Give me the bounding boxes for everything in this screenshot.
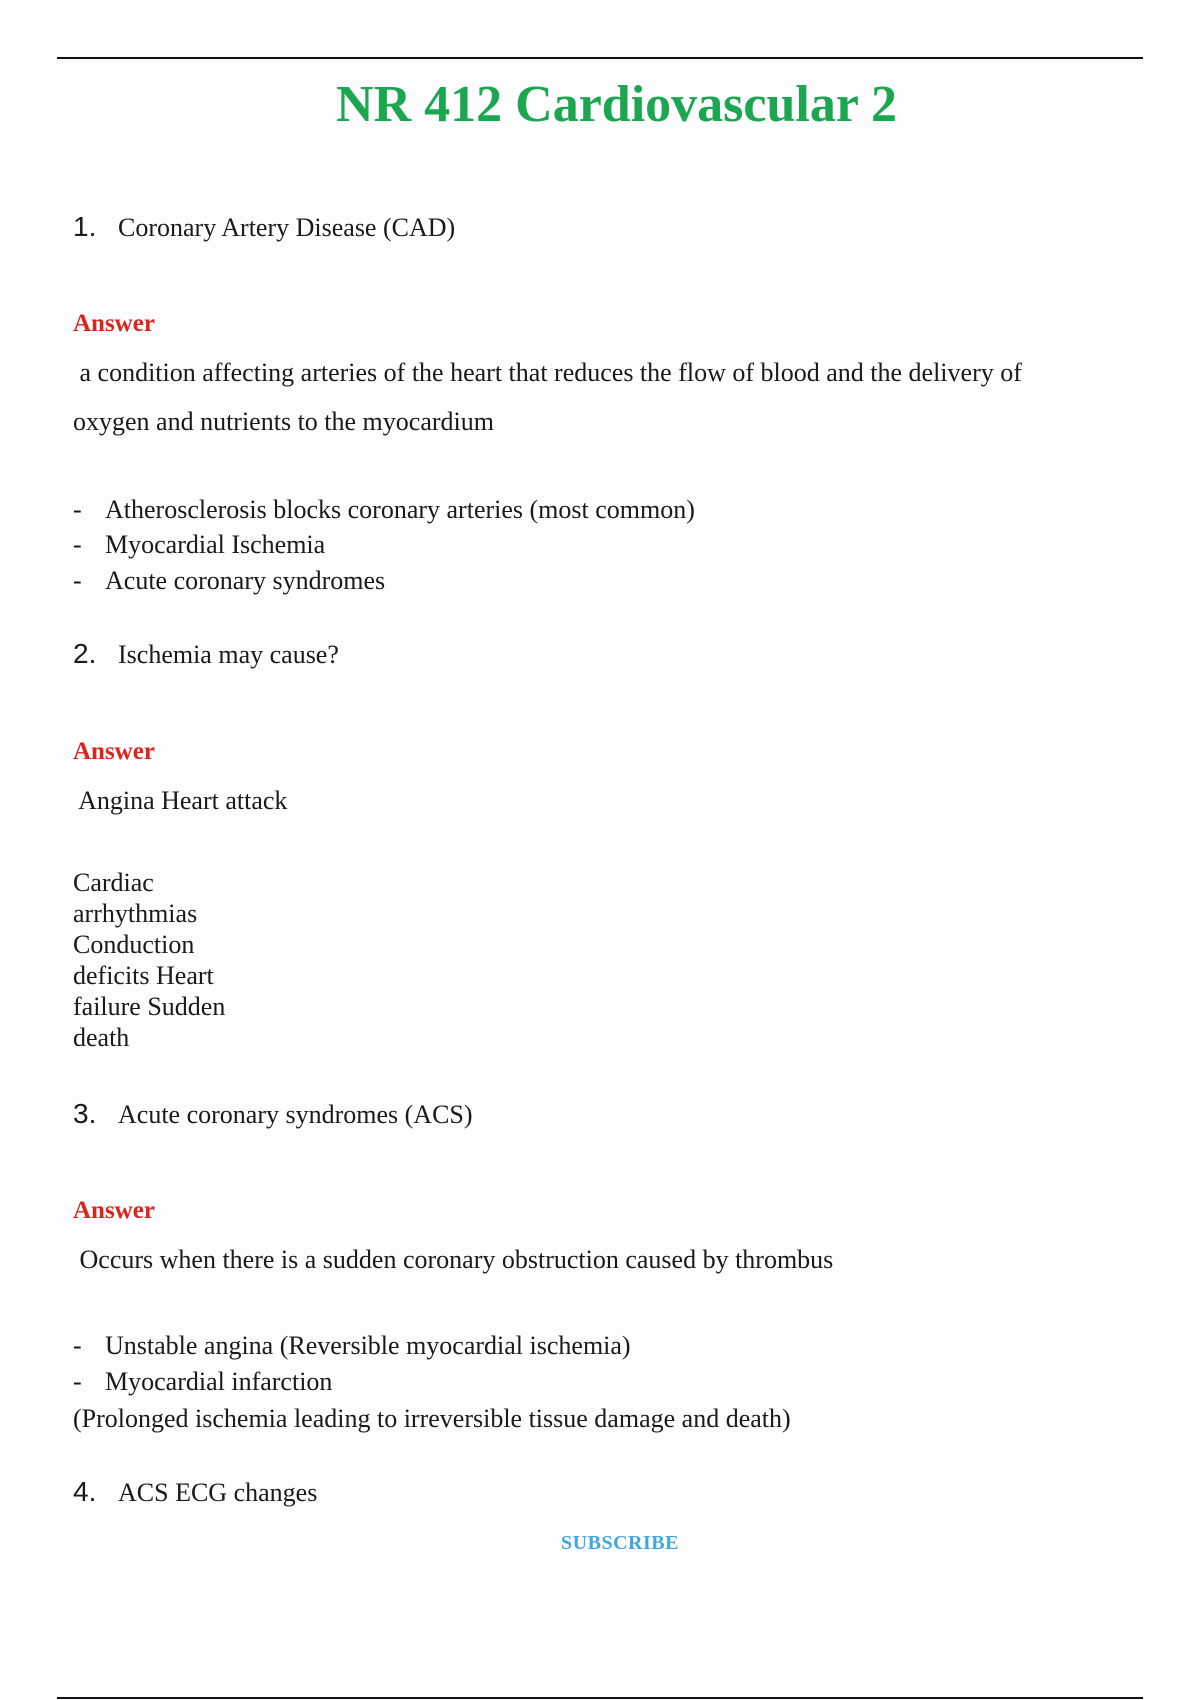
bottom-rule xyxy=(57,1697,1143,1699)
answer-label-3: Answer xyxy=(73,1197,155,1224)
answer-2-extra-line: Cardiac xyxy=(73,868,154,897)
dash-marker: - xyxy=(73,1367,82,1396)
answer-2-extra-line: deficits Heart xyxy=(73,961,214,990)
subscribe-link[interactable]: SUBSCRIBE xyxy=(561,1532,679,1554)
top-rule xyxy=(57,57,1143,59)
question-3 xyxy=(73,1098,473,1131)
answer-2-extra-line: death xyxy=(73,1023,130,1052)
answer-1-line-1: a condition affecting arteries of the heart that reduces the flow of blood and the delivery of xyxy=(73,358,1022,387)
answer-2-extra-line: arrhythmias xyxy=(73,899,198,928)
document-title: NR 412 Cardiovascular 2 xyxy=(336,76,897,133)
question-text: ACS ECG changes xyxy=(118,1478,318,1507)
question-number: 4. xyxy=(73,1476,97,1507)
question-text: Coronary Artery Disease (CAD) xyxy=(118,213,456,242)
question-text: Acute coronary syndromes (ACS) xyxy=(118,1100,473,1129)
question-4 xyxy=(73,1476,317,1509)
dash-marker: - xyxy=(73,530,82,559)
question-number: 2. xyxy=(73,638,97,669)
answer-2-line-1: Angina Heart attack xyxy=(73,786,288,815)
dash-marker: - xyxy=(73,566,82,595)
dash-marker: - xyxy=(73,1331,82,1360)
answer-3-note: (Prolonged ischemia leading to irreversible tissue damage and death) xyxy=(73,1404,791,1433)
answer-label-1: Answer xyxy=(73,310,155,337)
bullet-item: - Myocardial infarction xyxy=(73,1367,333,1396)
bullet-item: - Myocardial Ischemia xyxy=(73,530,326,559)
answer-1-line-2: oxygen and nutrients to the myocardium xyxy=(73,407,494,436)
answer-2-extra-line: Conduction xyxy=(73,930,195,959)
question-2 xyxy=(73,638,339,671)
dash-marker: - xyxy=(73,495,82,524)
question-number: 3. xyxy=(73,1098,97,1129)
question-text: Ischemia may cause? xyxy=(118,640,339,669)
bullet-item: - Unstable angina (Reversible myocardial ischemia) xyxy=(73,1331,631,1360)
bullet-item: - Atherosclerosis blocks coronary arteries (most common) xyxy=(73,495,695,524)
answer-2-extra-line: failure Sudden xyxy=(73,992,226,1021)
question-number: 1. xyxy=(73,211,97,242)
question-1 xyxy=(73,211,455,244)
answer-label-2: Answer xyxy=(73,738,155,765)
answer-3-line-1: Occurs when there is a sudden coronary obstruction caused by thrombus xyxy=(73,1245,834,1274)
bullet-item: - Acute coronary syndromes xyxy=(73,566,386,595)
